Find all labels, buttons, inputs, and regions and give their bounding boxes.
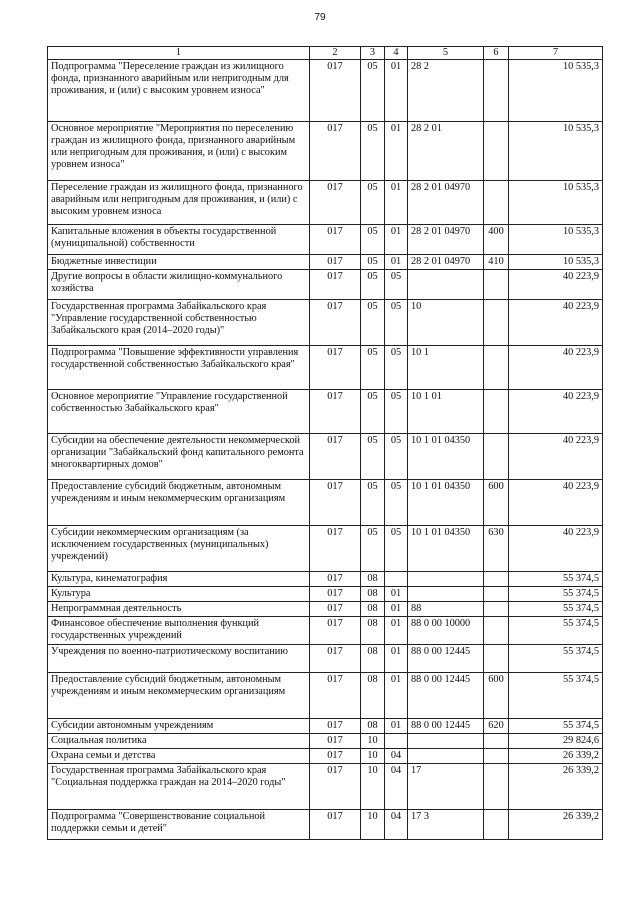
row-code-3: 05 — [361, 434, 385, 480]
row-code-2: 017 — [310, 734, 361, 749]
table-row — [48, 225, 603, 255]
row-code-5: 88 0 00 12445 — [408, 645, 484, 673]
row-name: Бюджетные инвестиции — [48, 255, 310, 270]
table-row — [48, 617, 603, 645]
table-row — [48, 602, 603, 617]
row-name: Культура, кинематография — [48, 572, 310, 587]
row-code-4: 04 — [385, 810, 408, 840]
table-row — [48, 734, 603, 749]
row-code-2: 017 — [310, 434, 361, 480]
table-row — [48, 122, 603, 181]
row-code-4: 01 — [385, 617, 408, 645]
row-code-6 — [484, 60, 509, 122]
table-row — [48, 645, 603, 673]
row-code-5 — [408, 749, 484, 764]
row-code-3: 10 — [361, 749, 385, 764]
table-row — [48, 480, 603, 526]
row-name: Подпрограмма "Совершенствование социальной поддержки семьи и детей" — [48, 810, 310, 840]
table-row — [48, 270, 603, 300]
row-code-6: 600 — [484, 673, 509, 719]
row-amount: 40 223,9 — [509, 434, 603, 480]
column-header-2: 2 — [310, 47, 361, 60]
row-code-2: 017 — [310, 255, 361, 270]
row-code-6: 620 — [484, 719, 509, 734]
row-code-6 — [484, 617, 509, 645]
budget-table — [47, 46, 603, 840]
column-header-7: 7 — [509, 47, 603, 60]
row-code-4: 01 — [385, 587, 408, 602]
row-code-3: 05 — [361, 60, 385, 122]
row-code-6 — [484, 390, 509, 434]
table-row — [48, 300, 603, 346]
row-amount: 40 223,9 — [509, 480, 603, 526]
row-code-4: 01 — [385, 255, 408, 270]
row-amount: 55 374,5 — [509, 587, 603, 602]
row-code-4: 01 — [385, 181, 408, 225]
row-code-2: 017 — [310, 764, 361, 810]
row-code-2: 017 — [310, 300, 361, 346]
table-row — [48, 181, 603, 225]
row-code-5: 88 0 00 12445 — [408, 719, 484, 734]
row-code-2: 017 — [310, 749, 361, 764]
row-code-3: 05 — [361, 526, 385, 572]
row-code-4: 01 — [385, 60, 408, 122]
row-code-3: 08 — [361, 719, 385, 734]
header-row — [48, 47, 603, 60]
row-code-4: 04 — [385, 749, 408, 764]
row-code-4: 01 — [385, 122, 408, 181]
row-code-3: 08 — [361, 617, 385, 645]
row-amount: 55 374,5 — [509, 719, 603, 734]
row-code-4: 01 — [385, 673, 408, 719]
row-name: Государственная программа Забайкальского края "Управление государственной собственностью Забайкальского края (2014–2020 годы)" — [48, 300, 310, 346]
row-code-6 — [484, 810, 509, 840]
row-amount: 26 339,2 — [509, 810, 603, 840]
row-amount: 10 535,3 — [509, 255, 603, 270]
row-name: Культура — [48, 587, 310, 602]
row-code-3: 08 — [361, 673, 385, 719]
row-code-5: 10 1 01 04350 — [408, 434, 484, 480]
table-row — [48, 434, 603, 480]
row-code-4: 05 — [385, 346, 408, 390]
row-amount: 26 339,2 — [509, 764, 603, 810]
row-code-6 — [484, 587, 509, 602]
row-name: Другие вопросы в области жилищно-коммунального хозяйства — [48, 270, 310, 300]
row-code-6: 630 — [484, 526, 509, 572]
row-code-6 — [484, 434, 509, 480]
row-code-3: 10 — [361, 764, 385, 810]
row-code-4: 05 — [385, 434, 408, 480]
table-row — [48, 587, 603, 602]
row-name: Предоставление субсидий бюджетным, автономным учреждениям и иным некоммерческим организациям — [48, 480, 310, 526]
row-code-2: 017 — [310, 645, 361, 673]
row-name: Капитальные вложения в объекты государственной (муниципальной) собственности — [48, 225, 310, 255]
row-code-5: 10 1 — [408, 346, 484, 390]
row-code-6 — [484, 645, 509, 673]
page-number: 79 — [314, 12, 326, 23]
row-code-2: 017 — [310, 346, 361, 390]
row-code-6: 410 — [484, 255, 509, 270]
row-code-2: 017 — [310, 390, 361, 434]
row-amount: 55 374,5 — [509, 673, 603, 719]
row-amount: 40 223,9 — [509, 270, 603, 300]
row-code-5: 17 3 — [408, 810, 484, 840]
row-name: Субсидии некоммерческим организациям (за исключением государственных (муниципальных) учреждений) — [48, 526, 310, 572]
row-code-6 — [484, 572, 509, 587]
row-code-5: 17 — [408, 764, 484, 810]
row-name: Основное мероприятие "Мероприятия по переселению граждан из жилищного фонда, признанного аварийным или непригодным для проживания, и (или) с высоким уровнем износа" — [48, 122, 310, 181]
row-code-3: 08 — [361, 572, 385, 587]
table-row — [48, 346, 603, 390]
row-code-6 — [484, 764, 509, 810]
row-name: Переселение граждан из жилищного фонда, признанного аварийным или непригодным для проживания, и (или) с высоким уровнем износа — [48, 181, 310, 225]
table-row — [48, 810, 603, 840]
row-code-2: 017 — [310, 270, 361, 300]
table-header — [48, 47, 603, 60]
row-code-4: 05 — [385, 300, 408, 346]
column-header-4: 4 — [385, 47, 408, 60]
column-header-1: 1 — [48, 47, 310, 60]
row-code-2: 017 — [310, 480, 361, 526]
row-code-2: 017 — [310, 526, 361, 572]
row-code-5: 28 2 — [408, 60, 484, 122]
table-row — [48, 719, 603, 734]
row-code-2: 017 — [310, 225, 361, 255]
row-code-5 — [408, 572, 484, 587]
row-code-5 — [408, 734, 484, 749]
row-code-3: 05 — [361, 181, 385, 225]
row-amount: 26 339,2 — [509, 749, 603, 764]
column-header-5: 5 — [408, 47, 484, 60]
table-body — [48, 60, 603, 840]
row-code-6: 600 — [484, 480, 509, 526]
row-name: Подпрограмма "Повышение эффективности управления государственной собственностью Забайкальского края" — [48, 346, 310, 390]
row-code-5: 10 1 01 04350 — [408, 526, 484, 572]
row-code-6 — [484, 749, 509, 764]
row-code-6 — [484, 734, 509, 749]
table-row — [48, 255, 603, 270]
row-amount: 40 223,9 — [509, 300, 603, 346]
row-code-5: 10 1 01 04350 — [408, 480, 484, 526]
row-amount: 29 824,6 — [509, 734, 603, 749]
row-name: Учреждения по военно-патриотическому воспитанию — [48, 645, 310, 673]
row-amount: 10 535,3 — [509, 60, 603, 122]
row-code-2: 017 — [310, 587, 361, 602]
row-code-3: 05 — [361, 225, 385, 255]
row-code-4 — [385, 734, 408, 749]
table-row — [48, 390, 603, 434]
row-code-4 — [385, 572, 408, 587]
row-code-5: 28 2 01 04970 — [408, 255, 484, 270]
row-code-3: 05 — [361, 270, 385, 300]
row-code-4: 05 — [385, 526, 408, 572]
column-header-6: 6 — [484, 47, 509, 60]
row-code-5: 88 — [408, 602, 484, 617]
row-code-2: 017 — [310, 60, 361, 122]
row-name: Непрограммная деятельность — [48, 602, 310, 617]
row-code-4: 01 — [385, 645, 408, 673]
row-name: Субсидии на обеспечение деятельности некоммерческой организации "Забайкальский фонд капитального ремонта многоквартирных домов" — [48, 434, 310, 480]
row-name: Основное мероприятие "Управление государственной собственностью Забайкальского края" — [48, 390, 310, 434]
table-row — [48, 749, 603, 764]
row-code-2: 017 — [310, 673, 361, 719]
row-code-3: 05 — [361, 255, 385, 270]
row-code-3: 08 — [361, 645, 385, 673]
row-code-3: 08 — [361, 587, 385, 602]
row-code-2: 017 — [310, 602, 361, 617]
row-code-2: 017 — [310, 810, 361, 840]
row-code-2: 017 — [310, 122, 361, 181]
column-header-3: 3 — [361, 47, 385, 60]
row-amount: 55 374,5 — [509, 572, 603, 587]
row-code-5: 28 2 01 04970 — [408, 181, 484, 225]
row-code-6 — [484, 346, 509, 390]
row-code-6: 400 — [484, 225, 509, 255]
row-code-4: 05 — [385, 480, 408, 526]
table-row — [48, 673, 603, 719]
row-code-3: 05 — [361, 122, 385, 181]
row-code-5: 28 2 01 — [408, 122, 484, 181]
row-name: Государственная программа Забайкальского края "Социальная поддержка граждан на 2014–2020 годы" — [48, 764, 310, 810]
row-amount: 40 223,9 — [509, 346, 603, 390]
row-code-4: 01 — [385, 225, 408, 255]
row-name: Финансовое обеспечение выполнения функций государственных учреждений — [48, 617, 310, 645]
row-amount: 55 374,5 — [509, 602, 603, 617]
row-code-3: 05 — [361, 300, 385, 346]
row-code-6 — [484, 602, 509, 617]
row-code-6 — [484, 181, 509, 225]
row-code-5: 88 0 00 10000 — [408, 617, 484, 645]
row-code-6 — [484, 122, 509, 181]
row-name: Предоставление субсидий бюджетным, автономным учреждениям и иным некоммерческим организациям — [48, 673, 310, 719]
row-name: Подпрограмма "Переселение граждан из жилищного фонда, признанного аварийным или непригодным для проживания, и (или) с высоким уровнем износа" — [48, 60, 310, 122]
row-code-4: 01 — [385, 602, 408, 617]
row-code-5: 28 2 01 04970 — [408, 225, 484, 255]
row-code-4: 04 — [385, 764, 408, 810]
row-amount: 10 535,3 — [509, 181, 603, 225]
row-code-2: 017 — [310, 572, 361, 587]
row-amount: 55 374,5 — [509, 617, 603, 645]
table-row — [48, 764, 603, 810]
row-code-5: 10 — [408, 300, 484, 346]
row-code-3: 10 — [361, 810, 385, 840]
row-code-4: 05 — [385, 390, 408, 434]
row-code-2: 017 — [310, 719, 361, 734]
row-code-5: 88 0 00 12445 — [408, 673, 484, 719]
row-code-3: 05 — [361, 480, 385, 526]
row-name: Охрана семьи и детства — [48, 749, 310, 764]
row-code-3: 05 — [361, 390, 385, 434]
row-amount: 10 535,3 — [509, 122, 603, 181]
row-code-3: 08 — [361, 602, 385, 617]
table-row — [48, 526, 603, 572]
row-code-6 — [484, 270, 509, 300]
row-amount: 40 223,9 — [509, 526, 603, 572]
table-row — [48, 60, 603, 122]
row-code-5 — [408, 587, 484, 602]
row-code-3: 10 — [361, 734, 385, 749]
table-row — [48, 572, 603, 587]
row-code-5 — [408, 270, 484, 300]
row-code-2: 017 — [310, 617, 361, 645]
row-code-5: 10 1 01 — [408, 390, 484, 434]
row-code-2: 017 — [310, 181, 361, 225]
row-amount: 40 223,9 — [509, 390, 603, 434]
row-name: Социальная политика — [48, 734, 310, 749]
row-name: Субсидии автономным учреждениям — [48, 719, 310, 734]
row-code-4: 01 — [385, 719, 408, 734]
row-code-6 — [484, 300, 509, 346]
row-code-3: 05 — [361, 346, 385, 390]
row-amount: 10 535,3 — [509, 225, 603, 255]
row-amount: 55 374,5 — [509, 645, 603, 673]
row-code-4: 05 — [385, 270, 408, 300]
